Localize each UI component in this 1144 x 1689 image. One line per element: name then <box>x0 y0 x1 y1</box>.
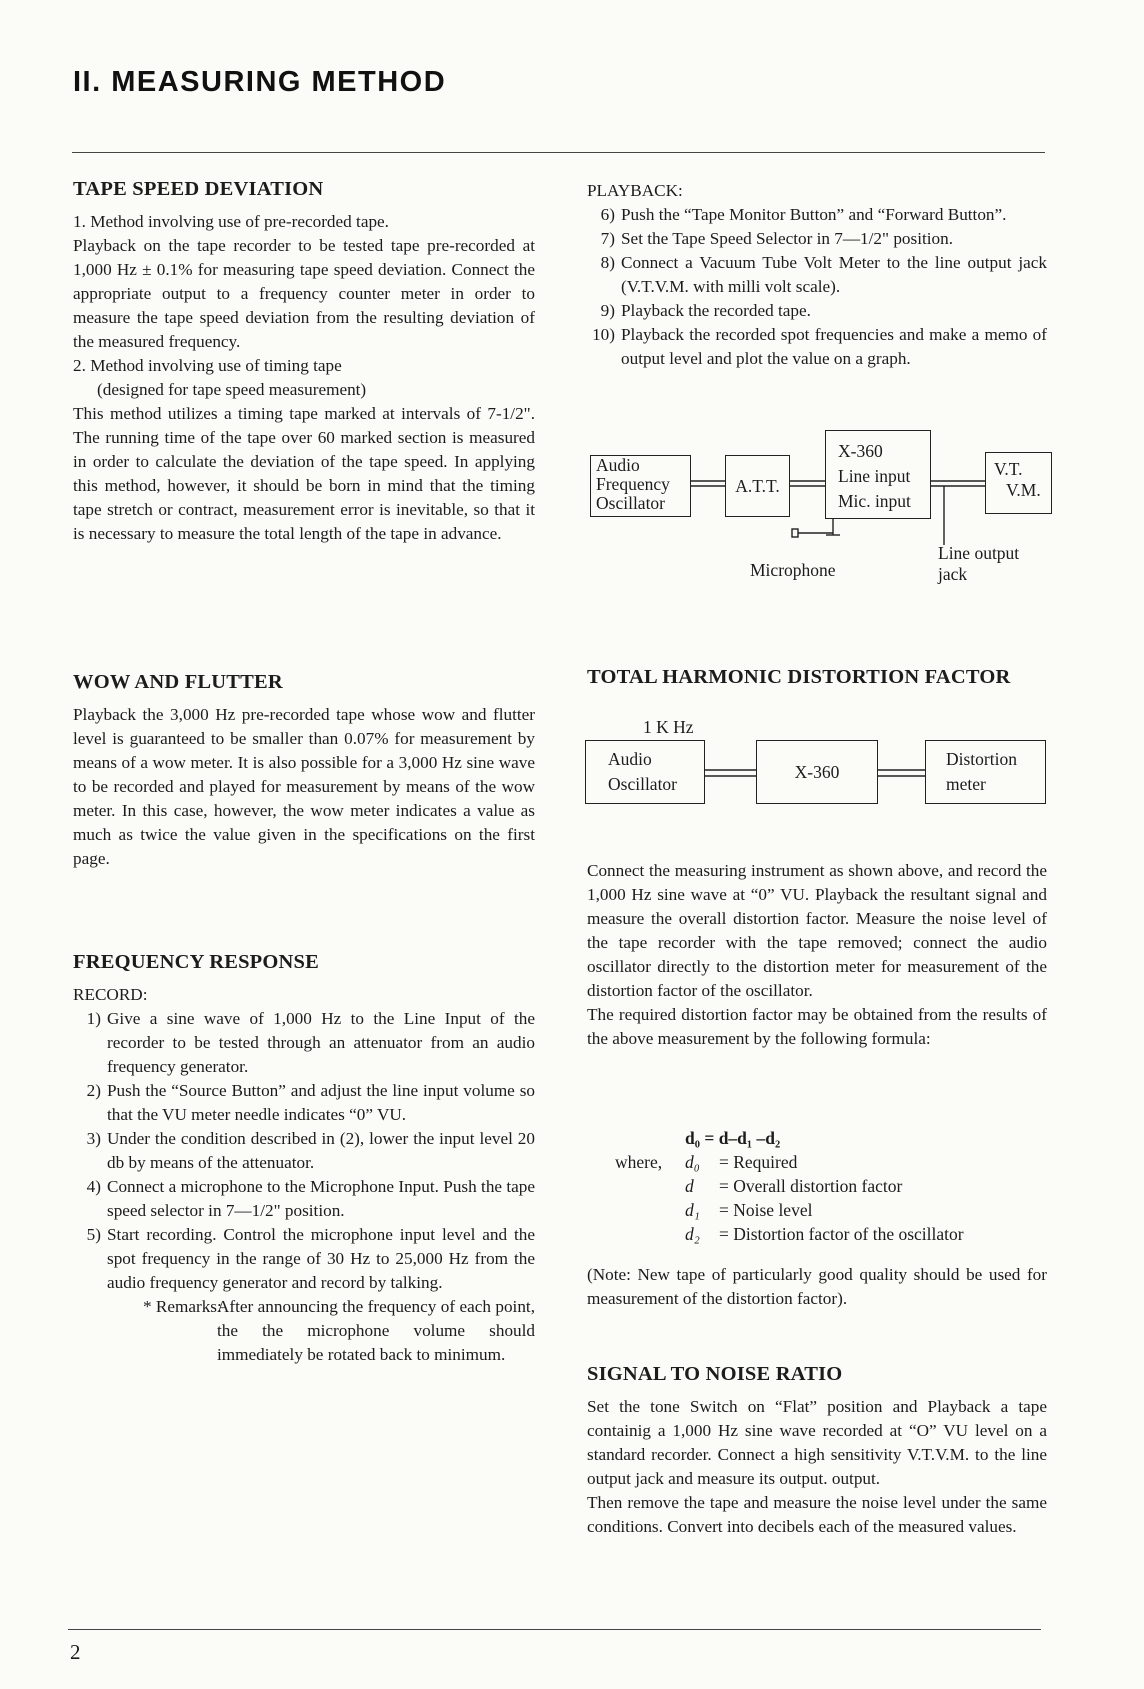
page-number: 2 <box>70 1640 81 1664</box>
record-step: 2) Push the “Source Button” and adjust the line input volume so that the VU meter needle indicates “0” VU. <box>86 1081 535 1124</box>
record-step: 1) Give a sine wave of 1,000 Hz to the Line Input of the recorder to be tested through an attenuator from an audio frequency generator. <box>86 1009 535 1076</box>
x360-box: X-360 <box>756 740 878 804</box>
snr-body-2: Then remove the tape and measure the noise level under the same conditions. Convert into decibels each of the measured values. <box>587 1493 1047 1536</box>
tape-speed-method2-body: This method utilizes a timing tape marked at intervals of 7-1/2". The running time of the tape over 60 marked section is measured in order to calculate the deviation of the tape speed. In applying this method, however, it should be born in mind that the timing tape stretch or contract, measurement error is inevitable, so that it is necessary to measure the total length of the tape in advance. <box>73 404 535 543</box>
page-title: II. MEASURING METHOD <box>73 66 447 98</box>
section-thd <box>587 664 1047 698</box>
distortion-meter-box: Distortion meter <box>925 740 1046 804</box>
playback-label: PLAYBACK: <box>587 181 683 200</box>
thd-body-2: The required distortion factor may be obtained from the results of the above measurement by the following formula: <box>587 1005 1047 1048</box>
section-snr <box>587 1361 1047 1539</box>
record-step: 3) Under the condition described in (2), lower the input level 20 db by means of the attenuator. <box>86 1129 535 1172</box>
thd-frequency-label: 1 K Hz <box>643 717 694 737</box>
tape-speed-method1-title: 1. Method involving use of pre-recorded tape. <box>73 212 389 231</box>
tape-speed-heading: TAPE SPEED DEVIATION <box>73 178 324 200</box>
snr-heading: SIGNAL TO NOISE RATIO <box>587 1363 843 1385</box>
record-label: RECORD: <box>73 985 148 1004</box>
playback-step: 6) Push the “Tape Monitor Button” and “Forward Button”. <box>600 205 1007 224</box>
playback-step: 8) Connect a Vacuum Tube Volt Meter to the line output jack (V.T.V.M. with milli volt scale). <box>600 253 1047 296</box>
record-step: 5) Start recording. Control the microphone input level and the spot frequency in the range of 30 Hz to 25,000 Hz from the audio frequency generator and record by talking. <box>86 1225 535 1292</box>
formula-def-row: d₁ = Noise level <box>685 1200 813 1220</box>
wow-body: Playback the 3,000 Hz pre-recorded tape whose wow and flutter level is guaranteed to be smaller than 0.07% for measurement by means of a wow meter. It is also possible for a 3,000 Hz sine wave to be recorded and played for measurement by means of the wow meter. In this case, however, the wow meter indicates a value as much as twice the value given in the specifications on the first page. <box>73 705 535 868</box>
frequency-response-diagram <box>590 425 1060 595</box>
formula-def-row: where, d₀ = Required <box>615 1152 798 1172</box>
tape-speed-method2-title: 2. Method involving use of timing tape <box>73 356 342 375</box>
section-frequency-response <box>73 949 535 1367</box>
section-playback <box>587 179 1047 371</box>
thd-heading: TOTAL HARMONIC DISTORTION FACTOR <box>587 666 1011 688</box>
tape-speed-method1-body: Playback on the tape recorder to be tested tape pre-recorded at 1,000 Hz ± 0.1% for measuring tape speed deviation. Connect the appropriate output to a frequency counter meter in order to measure the tape speed deviation from the resulting deviation of the measured frequency. <box>73 236 535 351</box>
playback-step: 10) Playback the recorded spot frequencies and make a memo of output level and plot the value on a graph. <box>592 325 1047 368</box>
x360-recorder-box: X-360 Line input Mic. input <box>825 430 931 519</box>
thd-formula <box>615 1126 1045 1246</box>
thd-diagram <box>585 716 1055 806</box>
top-rule <box>72 152 1045 153</box>
line-output-jack-label: Line output jack <box>938 543 1020 584</box>
bottom-rule <box>68 1629 1041 1630</box>
thd-note-text: (Note: New tape of particularly good quality should be used for measurement of the distortion factor). <box>587 1265 1047 1308</box>
formula-def-row: d = Overall distortion factor <box>685 1176 903 1196</box>
formula-def-row: d₂ = Distortion factor of the oscillator <box>685 1224 964 1244</box>
microphone-label: Microphone <box>750 560 836 580</box>
playback-step: 7) Set the Tape Speed Selector in 7—1/2" position. <box>600 229 954 248</box>
thd-note <box>587 1263 1047 1311</box>
wow-heading: WOW AND FLUTTER <box>73 671 283 693</box>
tape-speed-method2-subtitle: (designed for tape speed measurement) <box>97 380 367 399</box>
freq-heading: FREQUENCY RESPONSE <box>73 951 320 973</box>
remark-label: * Remarks: <box>143 1297 222 1316</box>
attenuator-box: A.T.T. <box>725 455 790 517</box>
thd-body-1: Connect the measuring instrument as shown above, and record the 1,000 Hz sine wave at “0” VU. Playback the resultant signal and measure the overall distortion factor. Measure the noise level of the tape recorder with the tape removed; connect the audio oscillator directly to the distortion meter for measurement of the distortion factor of the oscillator. <box>587 861 1047 1000</box>
formula-equation: d₀ = d–d₁ –d₂ <box>685 1128 781 1148</box>
vtvm-box: V.T. V.M. <box>985 452 1052 514</box>
playback-step: 9) Playback the recorded tape. <box>600 301 811 320</box>
thd-text <box>587 859 1047 1051</box>
record-step: 4) Connect a microphone to the Microphone Input. Push the tape speed selector in 7—1/2" position. <box>86 1177 535 1220</box>
section-wow-flutter <box>73 669 535 871</box>
audio-oscillator-box: Audio Oscillator <box>585 740 705 804</box>
audio-frequency-oscillator-box: Audio Frequency Oscillator <box>590 455 691 517</box>
snr-body-1: Set the tone Switch on “Flat” position and Playback a tape containig a 1,000 Hz sine wave recorded at “O” VU level on a standard recorder. Connect a high sensitivity V.T.V.M. to the line output jack and measure its output. output. <box>587 1397 1047 1488</box>
remark <box>73 1295 535 1367</box>
remark-text: After announcing the frequency of each point, the the microphone volume should immediately be rotated back to minimum. <box>217 1297 535 1364</box>
section-tape-speed <box>73 176 535 546</box>
